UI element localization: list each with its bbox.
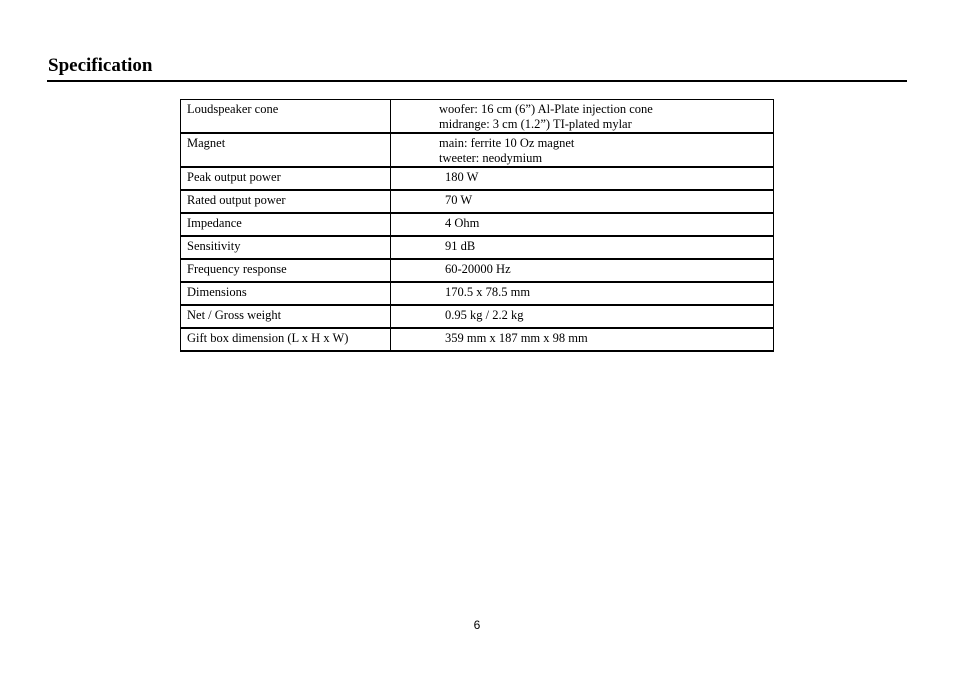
- spec-value-line: 180 W: [445, 170, 479, 184]
- spec-value: [391, 259, 774, 282]
- spec-label: Rated output power: [181, 190, 391, 213]
- table-row: [181, 282, 774, 305]
- table-row: [181, 328, 774, 351]
- spec-value: [391, 328, 774, 351]
- spec-label: Loudspeaker cone: [181, 100, 391, 134]
- spec-label: Net / Gross weight: [181, 305, 391, 328]
- spec-label: Gift box dimension (L x H x W): [181, 328, 391, 351]
- spec-label: Frequency response: [181, 259, 391, 282]
- spec-value: [391, 236, 774, 259]
- table-row: [181, 236, 774, 259]
- table-row: [181, 213, 774, 236]
- spec-value: [391, 305, 774, 328]
- table-row: [181, 100, 774, 134]
- table-row: [181, 190, 774, 213]
- spec-value-line: tweeter: neodymium: [439, 151, 543, 165]
- spec-label: Dimensions: [181, 282, 391, 305]
- page-title: Specification: [48, 55, 153, 76]
- spec-value-line: main: ferrite 10 Oz magnet: [439, 136, 575, 150]
- spec-value: [391, 133, 774, 167]
- spec-value: [391, 100, 774, 134]
- table-row: [181, 167, 774, 190]
- spec-value: [391, 213, 774, 236]
- spec-label: Sensitivity: [181, 236, 391, 259]
- table-row: [181, 305, 774, 328]
- spec-value-line: midrange: 3 cm (1.2”) TI-plated mylar: [439, 117, 632, 131]
- table-row: [181, 259, 774, 282]
- spec-value-line: 170.5 x 78.5 mm: [445, 285, 531, 299]
- spec-value-line: 4 Ohm: [445, 216, 480, 230]
- spec-value: [391, 167, 774, 190]
- spec-label: Magnet: [181, 133, 391, 167]
- spec-value-line: 91 dB: [445, 239, 476, 253]
- spec-value-line: woofer: 16 cm (6”) Al-Plate injection cone: [439, 102, 653, 116]
- specification-table: [180, 99, 774, 352]
- spec-value-line: 60-20000 Hz: [445, 262, 511, 276]
- spec-value-line: 70 W: [445, 193, 473, 207]
- spec-value: [391, 190, 774, 213]
- spec-value-line: 0.95 kg / 2.2 kg: [445, 308, 524, 322]
- table-row: [181, 133, 774, 167]
- page-number: 6: [473, 618, 481, 632]
- spec-label: Peak output power: [181, 167, 391, 190]
- spec-label: Impedance: [181, 213, 391, 236]
- spec-value-line: 359 mm x 187 mm x 98 mm: [445, 331, 588, 345]
- spec-value: [391, 282, 774, 305]
- title-divider: [47, 80, 907, 82]
